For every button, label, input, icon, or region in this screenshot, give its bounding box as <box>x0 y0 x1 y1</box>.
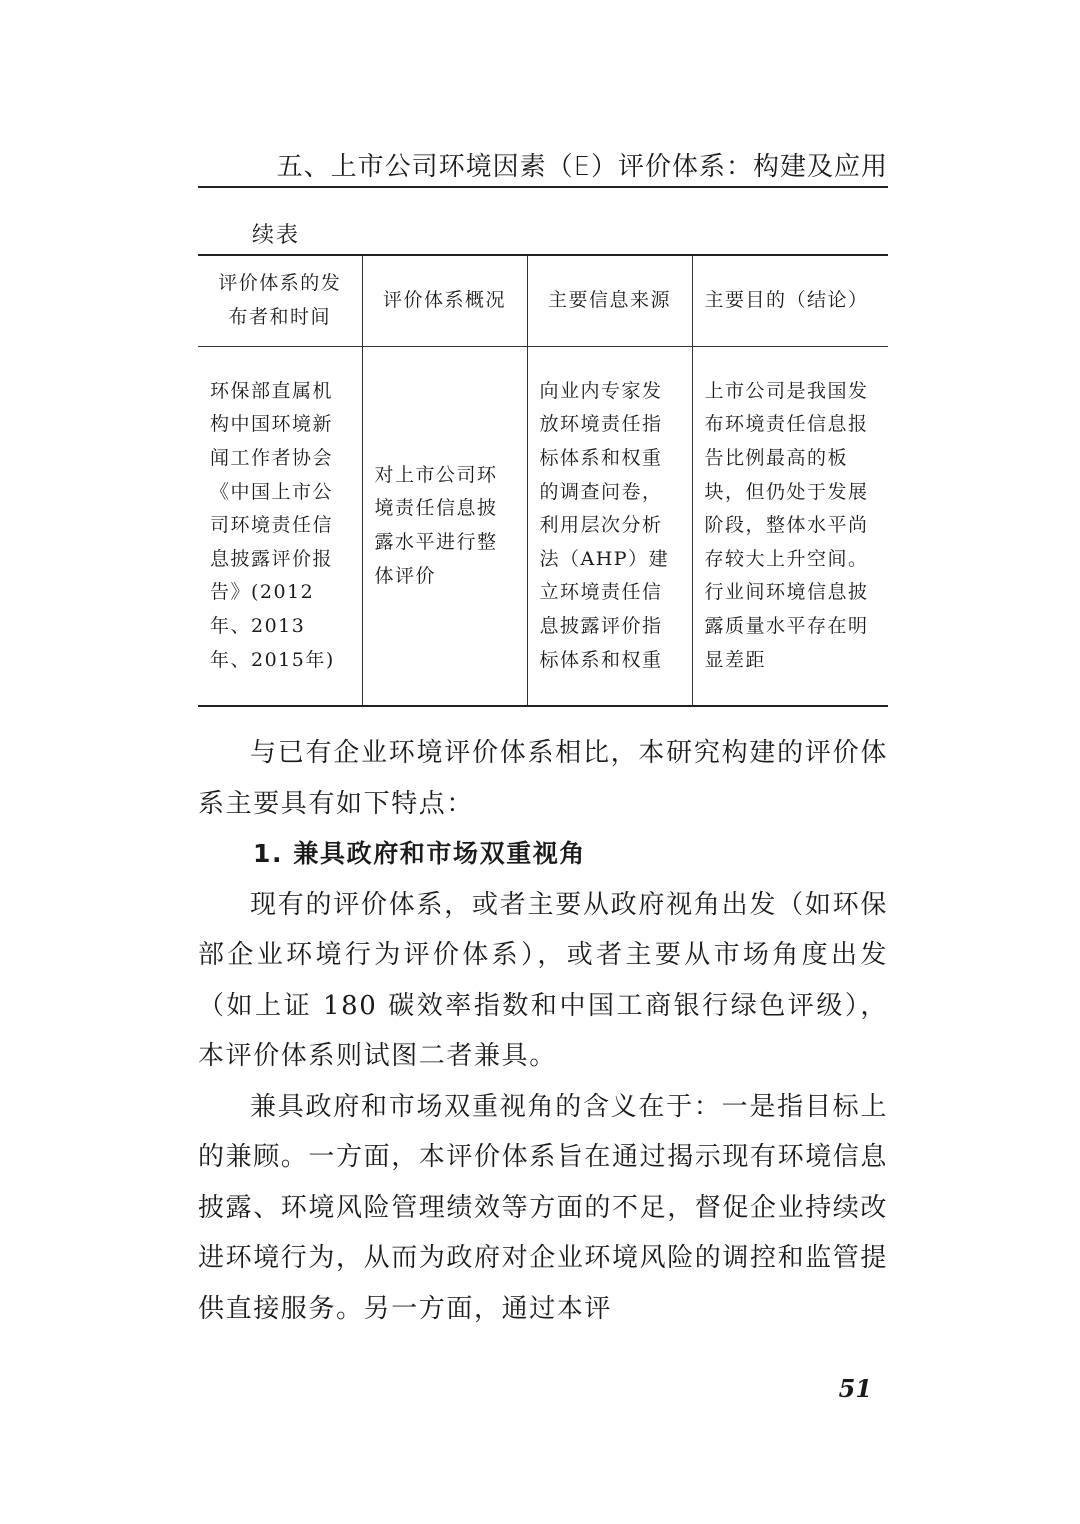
cell-info-source: 向业内专家发放环境责任指标体系和权重的调查问卷，利用层次分析法（AHP）建立环境责任信息披露评价指标体系和权重 <box>527 347 692 707</box>
table-row <box>198 347 888 707</box>
page-number: 51 <box>838 1374 872 1403</box>
cell-purpose-conclusion: 上市公司是我国发布环境责任信息报告比例最高的板块，但仍处于发展阶段，整体水平尚存较大上升空间。行业间环境信息披露质量水平存在明显差距 <box>692 347 888 707</box>
header-purpose-conclusion: 主要目的（结论） <box>692 255 888 347</box>
header-overview: 评价体系概况 <box>362 255 527 347</box>
header-rule <box>198 186 888 188</box>
cell-overview: 对上市公司环境责任信息披露水平进行整体评价 <box>362 347 527 707</box>
evaluation-systems-table <box>198 254 888 707</box>
section-heading: 1. 兼具政府和市场双重视角 <box>253 839 586 868</box>
table-header-row <box>198 255 888 347</box>
running-head: 五、上市公司环境因素（E）评价体系：构建及应用 <box>276 152 888 182</box>
paragraph-intro: 与已有企业环境评价体系相比，本研究构建的评价体系主要具有如下特点： <box>198 738 888 819</box>
cell-publisher-time: 环保部直属机构中国环境新闻工作者协会《中国上市公司环境责任信息披露评价报告》(2012 年、2013 年、2015年) <box>198 347 362 707</box>
header-info-source: 主要信息来源 <box>527 255 692 347</box>
paragraph: 兼具政府和市场双重视角的含义在于：一是指目标上的兼顾。一方面，本评价体系旨在通过揭示现有环境信息披露、环境风险管理绩效等方面的不足，督促企业持续改进环境行为，从而为政府对企业环境风险的调控和监管提供直接服务。另一方面，通过本评 <box>198 1091 889 1324</box>
header-publisher-time: 评价体系的发布者和时间 <box>198 255 362 347</box>
table-caption: 续表 <box>252 223 301 248</box>
paragraph: 现有的评价体系，或者主要从政府视角出发（如环保部企业环境行为评价体系），或者主要从市场角度出发（如上证 180 碳效率指数和中国工商银行绿色评级），本评价体系则试图二者兼具。 <box>198 889 888 1071</box>
body-text <box>198 728 888 1334</box>
